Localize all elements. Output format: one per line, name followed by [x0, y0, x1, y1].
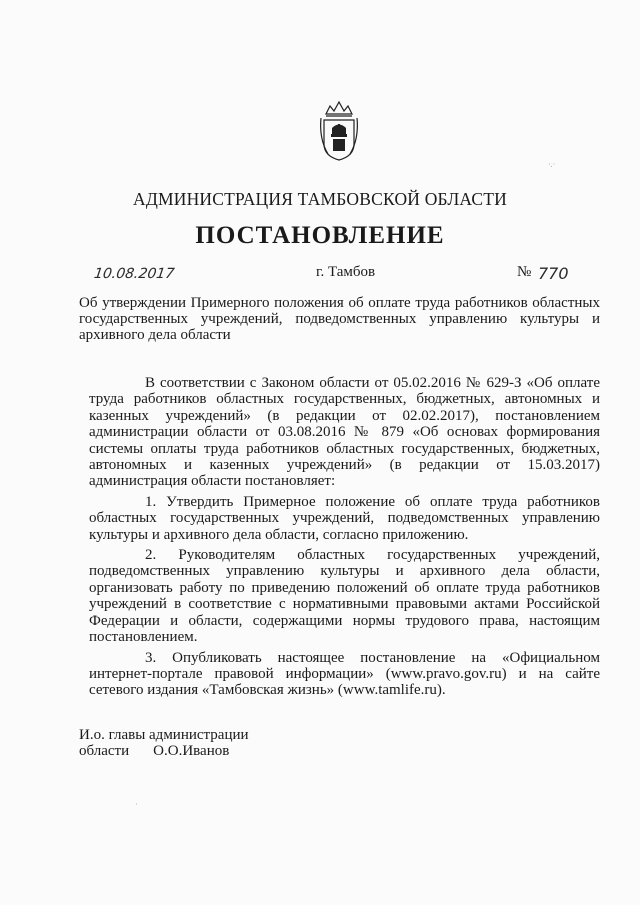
tambov-coat-of-arms-icon	[318, 94, 360, 164]
item-1-paragraph: 1. Утвердить Примерное положение об оплате труда работников областных государственных учреждений, подведомственных управлению культуры и архивного дела области, согласно приложению.	[89, 493, 600, 543]
item-3-paragraph: 3. Опубликовать настоящее постановление на «Официальном интернет-портале правовой информации» (www.pravo.gov.ru) и на сайте сетевого издания «Тамбовская жизнь» (www.tamlife.ru).	[89, 649, 600, 699]
document-city: г. Тамбов	[316, 264, 376, 280]
document-subject: Об утверждении Примерного положения об оплате труда работников областных государственных учреждений, подведомственных управлению культуры и архивного дела области	[79, 295, 600, 343]
document-number: 770	[538, 264, 569, 283]
item-2-paragraph: 2. Руководителям областных государственных учреждений, подведомственных управлению культуры и архивного дела области, организовать работу по приведению положений об оплате труда работников учреждений в соответствие с нормативными правовыми актами Российской Федерации и области, содержащими нормы трудового права, настоящим постановлением.	[89, 547, 600, 646]
scan-speck: ·	[135, 800, 138, 809]
signature-block	[79, 727, 249, 759]
signatory-title-cont: области	[79, 743, 130, 759]
document-body	[89, 375, 600, 699]
document-type: ПОСТАНОВЛЕНИЕ	[195, 222, 445, 249]
intro-paragraph: В соответствии с Законом области от 05.02.2016 № 629-З «Об оплате труда работников областных государственных, бюджетных, автономных и казенных учреждений» (в редакции от 02.02.2017), постановлением администрации области от 03.08.2016 № 879 «Об основах формирования системы оплаты труда работников областных государственных, бюджетных, автономных и казенных учреждений» (в редакции от 15.03.2017) администрация области постановляет:	[89, 375, 600, 490]
scan-speck: ·.·	[548, 160, 556, 169]
number-label: №	[517, 264, 532, 280]
organization-name: АДМИНИСТРАЦИЯ ТАМБОВСКОЙ ОБЛАСТИ	[133, 189, 507, 209]
document-date: 10.08.2017	[92, 266, 176, 282]
signatory-title: И.о. главы администрации	[79, 727, 249, 743]
signatory-name: О.О.Иванов	[153, 743, 230, 759]
